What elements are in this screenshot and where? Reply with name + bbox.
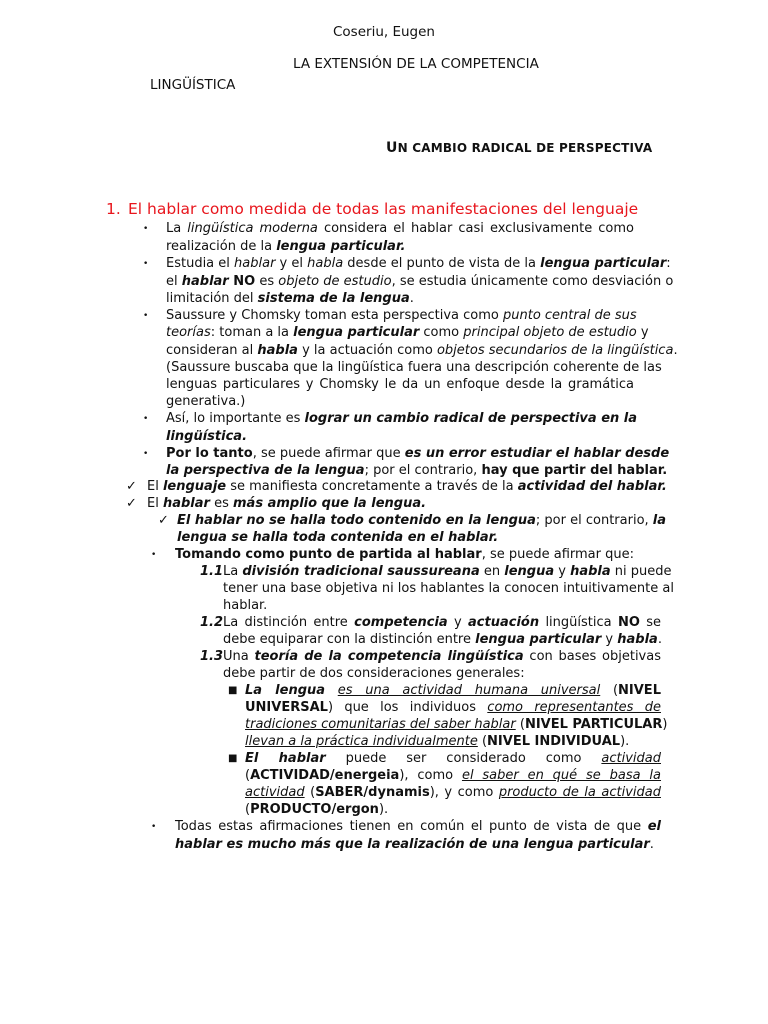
paragraph-line: tradiciones comunitarias del saber hablar (NIVEL PARTICULAR) <box>245 717 668 732</box>
paragraph-line: La lingüística moderna considera el hablar casi exclusivamente como <box>166 221 634 236</box>
bullet-icon: • <box>143 224 149 234</box>
paragraph-line: lenguas particulares y Chomsky le da un enfoque desde la gramática <box>166 377 634 392</box>
paragraph-line: debe partir de dos consideraciones generales: <box>223 666 525 681</box>
paragraph-line: El hablar puede ser considerado como actividad <box>245 751 661 766</box>
bullet-icon: • <box>151 550 157 560</box>
paragraph-line: tener una base objetiva ni los hablantes la conocen intuitivamente al <box>223 581 674 596</box>
paragraph-line: consideran al habla y la actuación como objetos secundarios de la lingüística. <box>166 343 678 358</box>
paragraph-line: Todas estas afirmaciones tienen en común el punto de vista de que el <box>175 819 661 834</box>
section-heading <box>106 200 638 218</box>
checkmark-icon: ✓ <box>126 496 137 511</box>
paragraph-line: Tomando como punto de partida al hablar, se puede afirmar que: <box>175 547 634 562</box>
section-heading-text: El hablar como medida de todas las manifestaciones del lenguaje <box>128 200 639 218</box>
paragraph-line: (ACTIVIDAD/energeia), como el saber en qué se basa la <box>245 768 662 783</box>
paragraph-line: el hablar NO es objeto de estudio, se estudia únicamente como desviación o <box>166 274 674 289</box>
paragraph-line: (PRODUCTO/ergon). <box>245 802 389 817</box>
bullet-icon: • <box>143 311 149 321</box>
bullet-icon: • <box>151 822 157 832</box>
check-item: El hablar no se halla todo contenido en la lengua; por el contrario, la <box>177 513 667 528</box>
paragraph-line: debe equiparar con la distinción entre lengua particular y habla. <box>223 632 662 647</box>
paragraph-line: (Saussure buscaba que la lingüística fuera una descripción coherente de las <box>166 360 662 375</box>
paragraph-line: limitación del sistema de la lengua. <box>166 291 414 306</box>
list-number: 1.3 <box>200 649 224 664</box>
paragraph-line: la perspectiva de la lengua; por el contrario, hay que partir del hablar. <box>166 463 668 478</box>
author: Coseriu, Eugen <box>333 24 435 40</box>
paragraph-line: Por lo tanto, se puede afirmar que es un error estudiar el hablar desde <box>166 446 670 461</box>
bullet-icon: • <box>143 414 149 424</box>
paragraph-line: Saussure y Chomsky toman esta perspectiva como punto central de sus <box>166 308 637 323</box>
paragraph-line: realización de la lengua particular. <box>166 239 406 254</box>
paragraph-line: generativa.) <box>166 394 246 409</box>
paragraph-line: lingüística. <box>166 429 248 444</box>
square-bullet-icon: ■ <box>228 753 238 764</box>
section-number: 1. <box>106 200 121 218</box>
paragraph-line: La distinción entre competencia y actuación lingüística NO se <box>223 615 661 630</box>
paragraph-line: Estudia el hablar y el habla desde el punto de vista de la lengua particular: <box>166 256 671 271</box>
square-bullet-icon: ■ <box>228 685 238 696</box>
paragraph-line: actividad (SABER/dynamis), y como producto de la actividad <box>245 785 661 800</box>
paragraph-line: teorías: toman a la lengua particular como principal objeto de estudio y <box>166 325 649 340</box>
check-item: El lenguaje se manifiesta concretamente a través de la actividad del hablar. <box>147 479 667 494</box>
paragraph-line: hablar. <box>223 598 268 613</box>
title-line-2: LINGÜÍSTICA <box>150 77 236 93</box>
paragraph-line: Una teoría de la competencia lingüística con bases objetivas <box>223 649 661 664</box>
title-line-1: LA EXTENSIÓN DE LA COMPETENCIA <box>293 56 539 72</box>
check-item: lengua se halla toda contenida en el hablar. <box>177 530 499 545</box>
bullet-icon: • <box>143 259 149 269</box>
list-number: 1.2 <box>200 615 224 630</box>
checkmark-icon: ✓ <box>126 479 137 494</box>
subtitle: UN CAMBIO RADICAL DE PERSPECTIVA <box>386 140 653 156</box>
paragraph-line: Así, lo importante es lograr un cambio radical de perspectiva en la <box>166 411 638 426</box>
list-number: 1.1 <box>200 564 224 579</box>
check-item: El hablar es más amplio que la lengua. <box>147 496 427 511</box>
checkmark-icon: ✓ <box>158 513 169 528</box>
paragraph-line: llevan a la práctica individualmente (NIVEL INDIVIDUAL). <box>245 734 630 749</box>
paragraph-line: hablar es mucho más que la realización de una lengua particular. <box>175 837 654 852</box>
bullet-icon: • <box>143 449 149 459</box>
paragraph-line: La lengua es una actividad humana universal (NIVEL <box>245 683 661 698</box>
paragraph-line: UNIVERSAL) que los individuos como representantes de <box>245 700 661 715</box>
paragraph-line: La división tradicional saussureana en lengua y habla ni puede <box>223 564 672 579</box>
